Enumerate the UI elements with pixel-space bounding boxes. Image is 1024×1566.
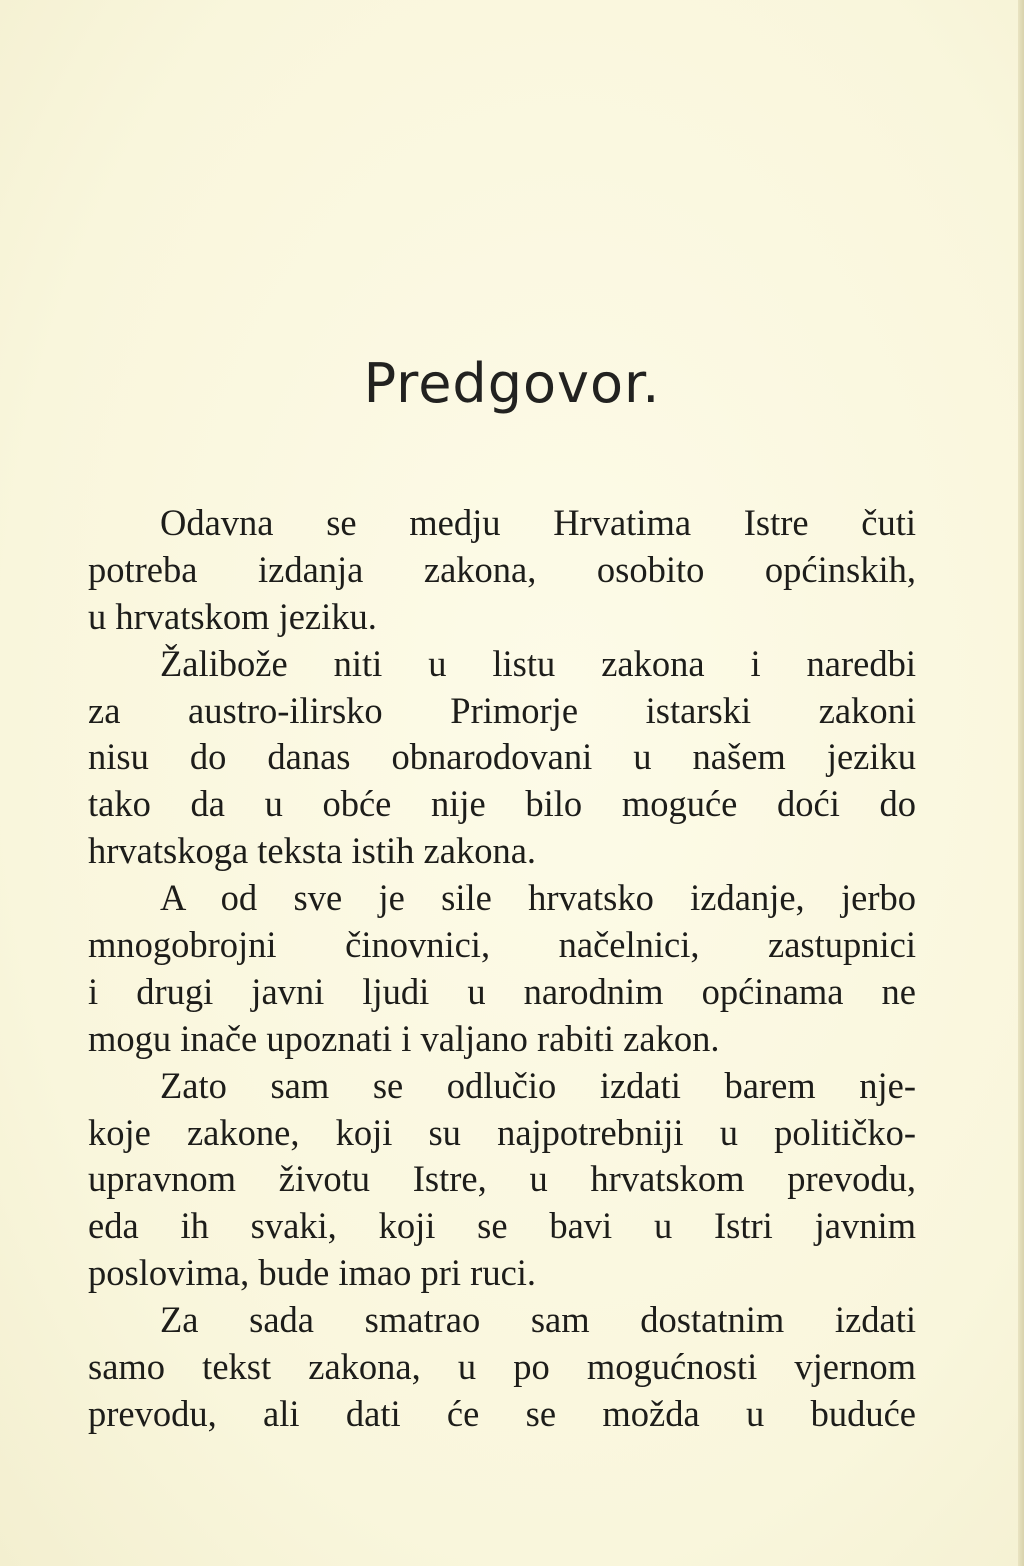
text-line: Žalibože niti u listu zakona i naredbi	[160, 642, 916, 684]
text-line: nisu do danas obnarodovani u našem jeziku	[88, 736, 916, 778]
text-line: eda ih svaki, koji se bavi u Istri javnim	[88, 1205, 916, 1247]
text-line: za austro-ilirsko Primorje istarski zakoni	[88, 689, 916, 731]
text-line: u hrvatskom jeziku.	[88, 595, 377, 637]
text-line: koje zakone, koji su najpotrebniji u političko-	[88, 1111, 916, 1153]
text-line: samo tekst zakona, u po mogućnosti vjernom	[88, 1346, 916, 1388]
text-line: upravnom životu Istre, u hrvatskom prevodu,	[88, 1158, 916, 1200]
page-edge	[1018, 0, 1024, 1566]
text-line: A od sve je sile hrvatsko izdanje, jerbo	[160, 877, 916, 919]
page-title: Predgovor.	[363, 352, 661, 415]
text-line: hrvatskoga teksta istih zakona.	[88, 830, 537, 872]
text-line: poslovima, bude imao pri ruci.	[88, 1252, 537, 1294]
body-text	[88, 500, 916, 1438]
text-line: mogu inače upoznati i valjano rabiti zakon.	[88, 1017, 720, 1059]
text-line: potreba izdanja zakona, osobito općinskih,	[88, 548, 916, 590]
text-line: Zato sam se odlučio izdati barem nje-	[160, 1064, 916, 1106]
text-line: mnogobrojni činovnici, načelnici, zastupnici	[88, 924, 916, 966]
text-line: i drugi javni ljudi u narodnim općinama ne	[88, 970, 916, 1012]
text-line: tako da u obće nije bilo moguće doći do	[88, 783, 916, 825]
text-line: Odavna se medju Hrvatima Istre čuti	[160, 502, 916, 543]
text-line: Za sada smatrao sam dostatnim izdati	[160, 1299, 916, 1341]
text-line: prevodu, ali dati će se možda u buduće	[88, 1392, 916, 1434]
